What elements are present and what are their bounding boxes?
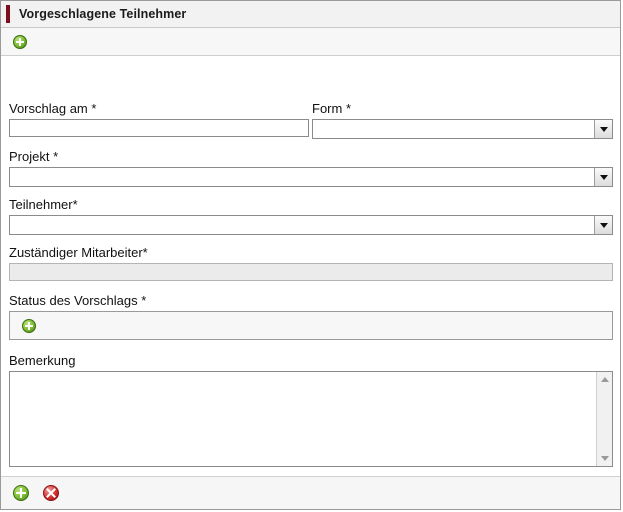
teilnehmer-select[interactable] xyxy=(9,215,613,235)
label-status-des-vorschlags: Status des Vorschlags * xyxy=(9,293,147,308)
chevron-down-icon[interactable] xyxy=(594,216,612,234)
status-listbox[interactable] xyxy=(9,311,613,340)
projekt-select-value xyxy=(10,168,594,186)
field-teilnehmer xyxy=(9,197,613,235)
form-area xyxy=(1,57,620,476)
panel-footer xyxy=(1,476,620,509)
bemerkung-scrollbar[interactable] xyxy=(596,372,612,466)
vorschlag-am-input[interactable] xyxy=(9,119,309,137)
bemerkung-textarea[interactable] xyxy=(10,372,596,466)
label-bemerkung: Bemerkung xyxy=(9,353,76,368)
chevron-down-icon[interactable] xyxy=(594,168,612,186)
field-form xyxy=(312,101,613,139)
field-projekt xyxy=(9,149,613,187)
cancel-circle-icon[interactable] xyxy=(43,485,59,501)
bemerkung-textarea-wrapper xyxy=(9,371,613,467)
page-title: Vorgeschlagene Teilnehmer xyxy=(19,7,187,21)
zustaendiger-mitarbeiter-input xyxy=(9,263,613,281)
form-select-value xyxy=(313,120,594,138)
panel-titlebar xyxy=(1,1,620,28)
field-bemerkung xyxy=(9,353,613,467)
field-zustaendiger-mitarbeiter xyxy=(9,245,613,281)
add-circle-icon[interactable] xyxy=(22,319,36,333)
label-teilnehmer: Teilnehmer* xyxy=(9,197,78,212)
form-select[interactable] xyxy=(312,119,613,139)
chevron-down-icon[interactable] xyxy=(594,120,612,138)
panel-toolbar xyxy=(1,28,620,56)
confirm-circle-icon[interactable] xyxy=(13,485,29,501)
scroll-up-icon[interactable] xyxy=(597,372,612,387)
field-vorschlag-am xyxy=(9,101,309,137)
teilnehmer-select-value xyxy=(10,216,594,234)
title-accent-bar xyxy=(6,5,10,23)
add-circle-icon[interactable] xyxy=(13,35,27,49)
projekt-select[interactable] xyxy=(9,167,613,187)
field-status-des-vorschlags xyxy=(9,293,613,340)
label-zustaendiger-mitarbeiter: Zuständiger Mitarbeiter* xyxy=(9,245,148,260)
scroll-down-icon[interactable] xyxy=(597,451,612,466)
label-form: Form * xyxy=(312,101,351,116)
label-vorschlag-am: Vorschlag am * xyxy=(9,101,97,116)
label-projekt: Projekt * xyxy=(9,149,59,164)
